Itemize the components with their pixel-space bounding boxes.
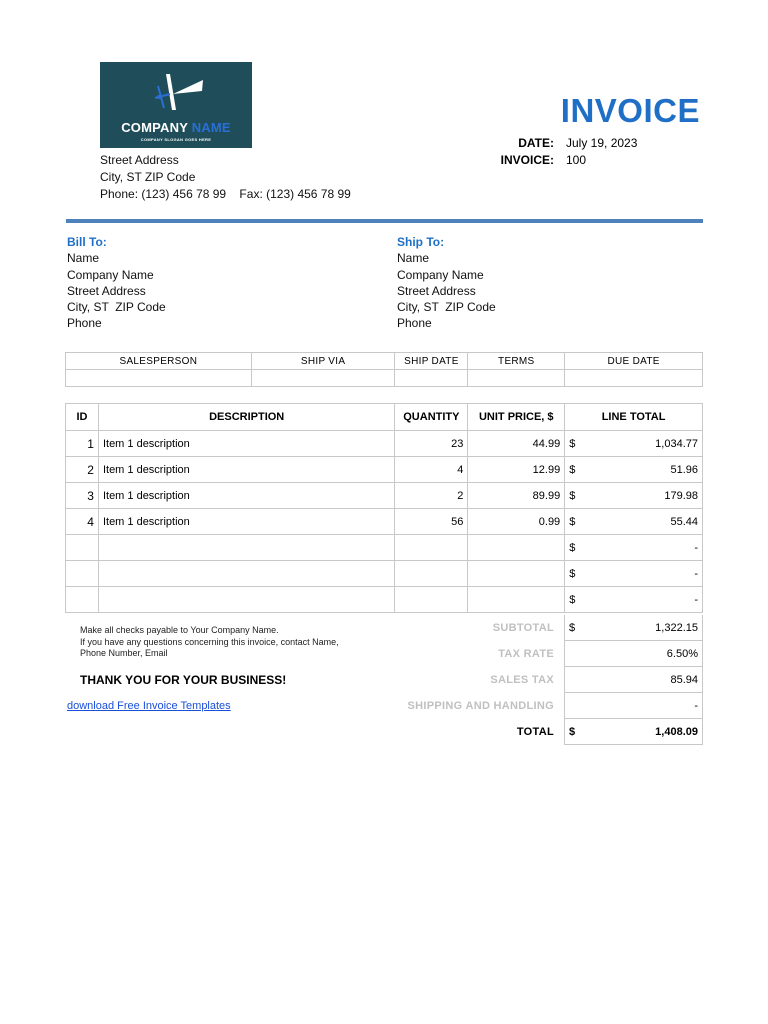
bill-to-block	[67, 234, 166, 332]
table-row	[66, 483, 703, 509]
invoice-title: INVOICE	[560, 92, 700, 129]
company-street: Street Address	[100, 153, 179, 167]
table-row	[66, 561, 703, 587]
item-unit-price	[468, 587, 565, 613]
company-phone-fax: Phone: (123) 456 78 99 Fax: (123) 456 78 99	[100, 187, 351, 201]
sales-tax-row	[564, 667, 703, 693]
item-description: Item 1 description	[98, 457, 394, 483]
tax-rate-label: TAX RATE	[498, 648, 554, 660]
table-row	[66, 509, 703, 535]
bill-to-title: Bill To:	[67, 235, 107, 249]
shipping-label: SHIPPING AND HANDLING	[407, 700, 554, 712]
payment-notes	[80, 625, 339, 660]
item-line-total	[565, 509, 703, 535]
bill-to-name: Name	[67, 251, 100, 266]
tax-rate-row[interactable]	[564, 641, 703, 667]
download-templates-link[interactable]: download Free Invoice Templates	[67, 700, 231, 712]
shipping-value: -	[694, 699, 698, 712]
item-id: 1	[66, 431, 99, 457]
currency-symbol: $	[569, 593, 576, 606]
item-line-total	[565, 431, 703, 457]
item-quantity	[395, 561, 468, 587]
shipping-info-header-row	[66, 353, 703, 370]
item-quantity: 56	[395, 509, 468, 535]
invoice-date: July 19, 2023	[566, 136, 638, 150]
terms-header: TERMS	[468, 353, 565, 370]
salesperson-header: SALESPERSON	[66, 353, 252, 370]
currency-symbol: $	[569, 463, 576, 476]
item-unit-price: 0.99	[468, 509, 565, 535]
thank-you-message: THANK YOU FOR YOUR BUSINESS!	[80, 673, 287, 687]
tax-rate-value: 6.50%	[666, 647, 698, 660]
notes-line-3: Phone Number, Email	[80, 648, 168, 658]
total-label: TOTAL	[516, 726, 554, 738]
line-total-value: 1,034.77	[655, 437, 698, 450]
item-description	[98, 561, 394, 587]
notes-line-1: Make all checks payable to Your Company Name.	[80, 625, 279, 635]
due-date-cell[interactable]	[565, 370, 703, 387]
unit-price-header: UNIT PRICE, $	[468, 404, 565, 431]
item-line-total	[565, 457, 703, 483]
total-row	[564, 719, 703, 745]
item-id	[66, 561, 99, 587]
item-quantity	[395, 587, 468, 613]
shipping-info-value-row	[66, 370, 703, 387]
item-unit-price: 44.99	[468, 431, 565, 457]
ship-via-cell[interactable]	[251, 370, 395, 387]
ship-to-block	[397, 234, 496, 332]
line-total-value: 179.98	[664, 489, 698, 502]
item-id: 3	[66, 483, 99, 509]
currency-symbol: $	[569, 489, 576, 502]
ship-to-street: Street Address	[397, 283, 476, 298]
item-unit-price: 89.99	[468, 483, 565, 509]
item-line-total	[565, 483, 703, 509]
terms-cell[interactable]	[468, 370, 565, 387]
total-value: 1,408.09	[655, 725, 698, 738]
item-description: Item 1 description	[98, 431, 394, 457]
currency-symbol: $	[569, 437, 576, 450]
line-total-value: -	[694, 593, 698, 606]
subtotal-label: SUBTOTAL	[492, 622, 554, 634]
totals-labels	[408, 615, 554, 745]
item-id	[66, 535, 99, 561]
invoice-number-label: INVOICE:	[500, 153, 554, 167]
item-description: Item 1 description	[98, 509, 394, 535]
ship-to-city: City, ST ZIP Code	[397, 300, 496, 315]
item-description	[98, 535, 394, 561]
id-header: ID	[66, 404, 99, 431]
line-total-header: LINE TOTAL	[565, 404, 703, 431]
item-line-total	[565, 535, 703, 561]
currency-symbol: $	[569, 725, 576, 738]
header-divider	[66, 219, 703, 223]
totals-box	[564, 615, 703, 745]
currency-symbol: $	[569, 621, 576, 634]
quantity-header: QUANTITY	[395, 404, 468, 431]
bill-to-company: Company Name	[67, 267, 154, 282]
line-items-table	[65, 403, 703, 613]
item-quantity	[395, 535, 468, 561]
ship-to-name: Name	[397, 251, 430, 266]
invoice-number: 100	[566, 153, 587, 167]
item-quantity: 4	[395, 457, 468, 483]
item-unit-price	[468, 561, 565, 587]
line-total-value: 51.96	[670, 463, 698, 476]
item-line-total	[565, 561, 703, 587]
shipping-row[interactable]	[564, 693, 703, 719]
bill-to-phone: Phone	[67, 316, 102, 331]
table-row	[66, 457, 703, 483]
sales-tax-value: 85.94	[670, 673, 698, 686]
notes-line-2: If you have any questions concerning this invoice, contact Name,	[80, 636, 339, 647]
company-address	[100, 152, 351, 203]
logo-company-name: COMPANY NAME	[121, 120, 231, 135]
item-id: 2	[66, 457, 99, 483]
date-label: DATE:	[518, 136, 554, 150]
ship-date-header: SHIP DATE	[395, 353, 468, 370]
due-date-header: DUE DATE	[565, 353, 703, 370]
item-description: Item 1 description	[98, 483, 394, 509]
currency-symbol: $	[569, 541, 576, 554]
table-row	[66, 535, 703, 561]
line-total-value: -	[694, 541, 698, 554]
item-quantity: 23	[395, 431, 468, 457]
sales-tax-label: SALES TAX	[490, 674, 554, 686]
item-line-total	[565, 587, 703, 613]
table-row	[66, 431, 703, 457]
logo-mark-icon	[100, 62, 252, 122]
item-id: 4	[66, 509, 99, 535]
ship-date-cell[interactable]	[395, 370, 468, 387]
bill-to-city: City, ST ZIP Code	[67, 300, 166, 315]
item-quantity: 2	[395, 483, 468, 509]
company-city: City, ST ZIP Code	[100, 170, 196, 184]
item-description	[98, 587, 394, 613]
ship-to-title: Ship To:	[397, 235, 445, 249]
ship-to-phone: Phone	[397, 316, 432, 331]
invoice-meta-values	[566, 135, 637, 169]
ship-to-company: Company Name	[397, 267, 484, 282]
table-row	[66, 587, 703, 613]
shipping-info-table	[65, 352, 703, 387]
currency-symbol: $	[569, 515, 576, 528]
item-id	[66, 587, 99, 613]
ship-via-header: SHIP VIA	[251, 353, 395, 370]
logo-slogan: COMPANY SLOGAN GOES HERE	[140, 137, 212, 142]
company-logo	[100, 62, 252, 148]
line-items-header-row	[66, 404, 703, 431]
subtotal-value: 1,322.15	[655, 621, 698, 634]
bill-to-street: Street Address	[67, 283, 146, 298]
invoice-meta-labels	[501, 135, 554, 169]
line-total-value: 55.44	[670, 515, 698, 528]
description-header: DESCRIPTION	[98, 404, 394, 431]
item-unit-price: 12.99	[468, 457, 565, 483]
salesperson-cell[interactable]	[66, 370, 252, 387]
line-total-value: -	[694, 567, 698, 580]
subtotal-row	[564, 615, 703, 641]
item-unit-price	[468, 535, 565, 561]
currency-symbol: $	[569, 567, 576, 580]
